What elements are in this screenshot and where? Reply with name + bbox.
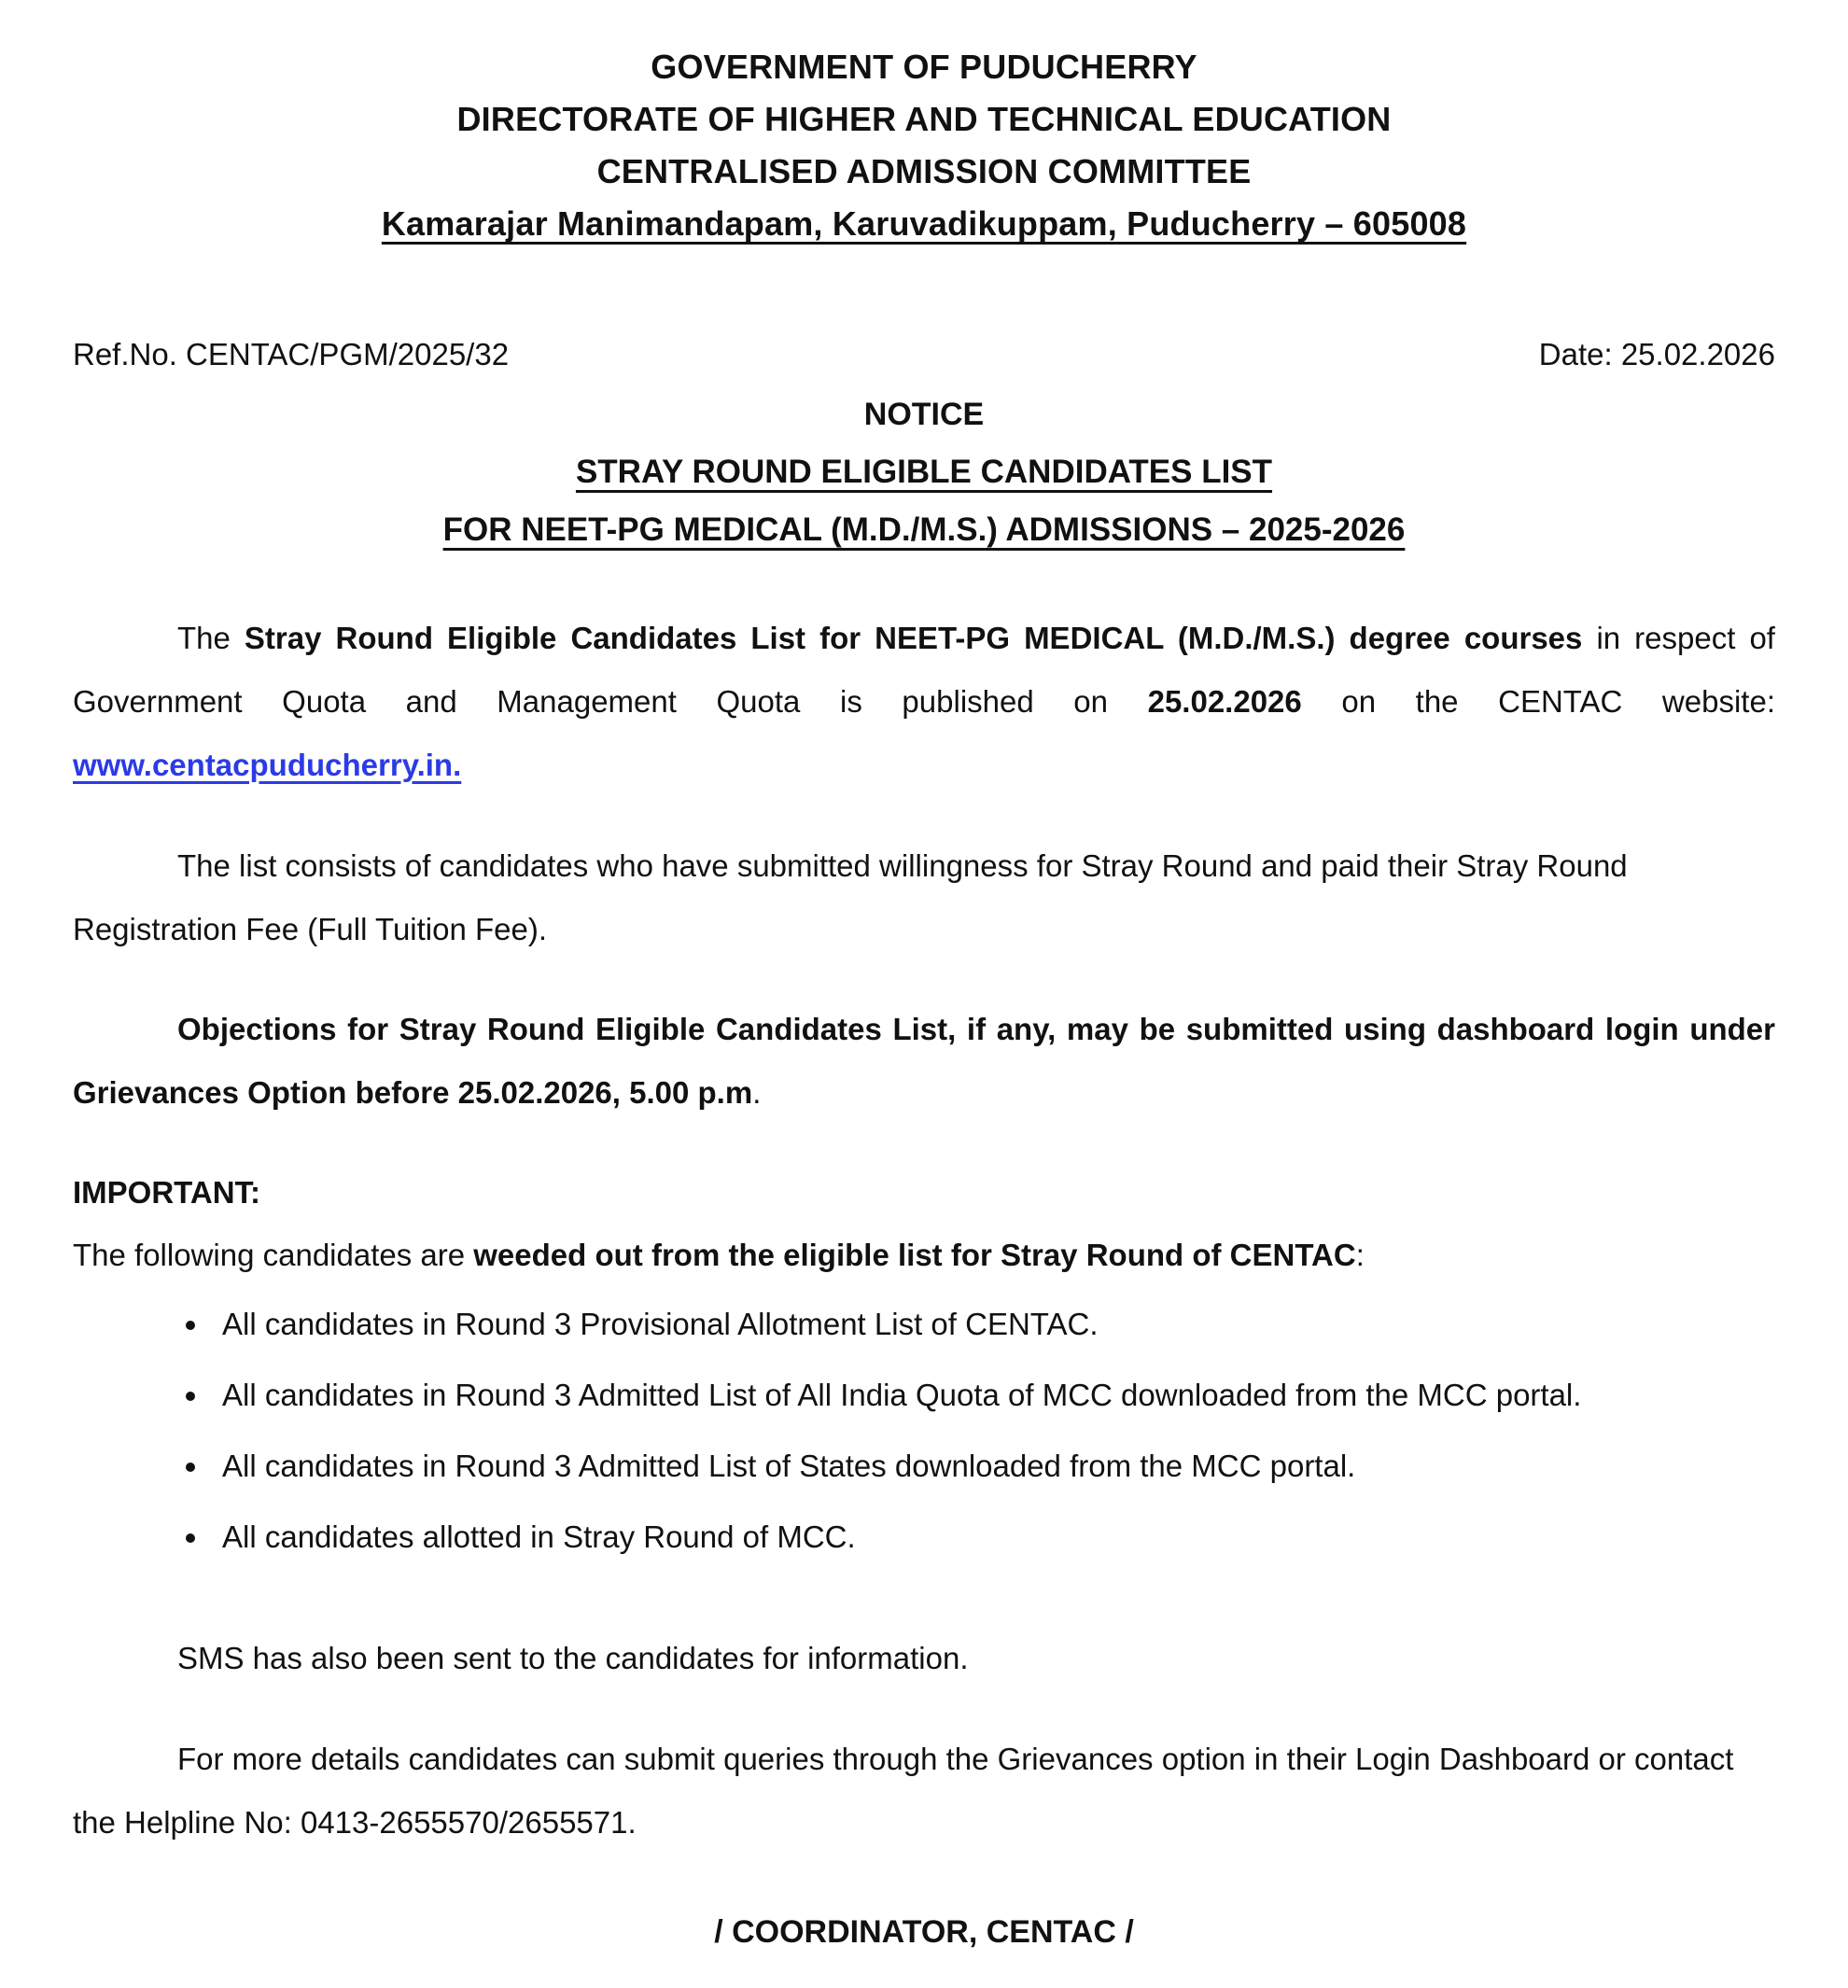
weeded-intro-colon: :: [1355, 1238, 1365, 1273]
notice-date: Date: 25.02.2026: [1538, 336, 1775, 371]
notice-title-line1: STRAY ROUND ELIGIBLE CANDIDATES LIST: [575, 453, 1273, 490]
publication-lead: The: [177, 620, 245, 655]
weeded-intro-bold: weeded out from the eligible list for Stray Round of CENTAC: [473, 1238, 1356, 1273]
directorate-name: DIRECTORATE OF HIGHER AND TECHNICAL EDUCATION: [456, 100, 1392, 139]
committee-name: CENTRALISED ADMISSION COMMITTEE: [596, 152, 1252, 191]
publication-tail: on the CENTAC website:: [1301, 683, 1775, 719]
reference-row: [73, 337, 1775, 372]
notice-heading: NOTICE: [863, 396, 985, 432]
objections-paragraph: [73, 998, 1775, 1125]
publication-paragraph: [73, 607, 1775, 797]
address-line: Kamarajar Manimandapam, Karuvadikuppam, Puducherry – 605008: [381, 204, 1467, 244]
sms-paragraph: SMS has also been sent to the candidates for information.: [177, 1641, 969, 1676]
publication-subject: Stray Round Eligible Candidates List for NEET-PG MEDICAL (M.D./M.S.) degree courses: [244, 620, 1583, 655]
list-description-paragraph: The list consists of candidates who have submitted willingness for Stray Round and paid their Stray Round Registration Fee (Full Tuition Fee).: [73, 847, 1628, 946]
org-name: GOVERNMENT OF PUDUCHERRY: [651, 48, 1197, 86]
helpline-paragraph: For more details candidates can submit queries through the Grievances option in their Login Dashboard or contact the Helpline No: 0413-2655570/2655571.: [73, 1742, 1734, 1841]
centac-website-link[interactable]: www.centacpuducherry.in.: [73, 747, 462, 782]
list-item: • All candidates allotted in Stray Round of MCC.: [211, 1505, 1775, 1569]
publication-date: 25.02.2026: [1147, 683, 1302, 719]
reference-number: Ref.No. CENTAC/PGM/2025/32: [73, 336, 510, 371]
weeded-out-list: [73, 1293, 1775, 1569]
weeded-intro-normal: The following candidates are: [73, 1238, 474, 1273]
objections-period: .: [752, 1075, 762, 1111]
list-item: • All candidates in Round 3 Admitted List of All India Quota of MCC downloaded from the MCC portal.: [211, 1364, 1775, 1427]
signature-line: / COORDINATOR, CENTAC /: [714, 1914, 1134, 1951]
important-heading: IMPORTANT:: [73, 1175, 261, 1211]
weeded-out-intro: [73, 1224, 1775, 1287]
objections-text: Objections for Stray Round Eligible Candidates List, if any, may be submitted using dashboard login under Grievances Option before 25.02.2026, 5.00 p.m: [73, 1012, 1775, 1111]
list-item: • All candidates in Round 3 Admitted List of States downloaded from the MCC portal.: [211, 1435, 1775, 1498]
notice-title-line2: FOR NEET-PG MEDICAL (M.D./M.S.) ADMISSIONS – 2025-2026: [442, 511, 1406, 548]
list-item: • All candidates in Round 3 Provisional Allotment List of CENTAC.: [211, 1293, 1775, 1356]
publication-mid: in respect of Government Quota and Management Quota is published on: [73, 620, 1775, 719]
